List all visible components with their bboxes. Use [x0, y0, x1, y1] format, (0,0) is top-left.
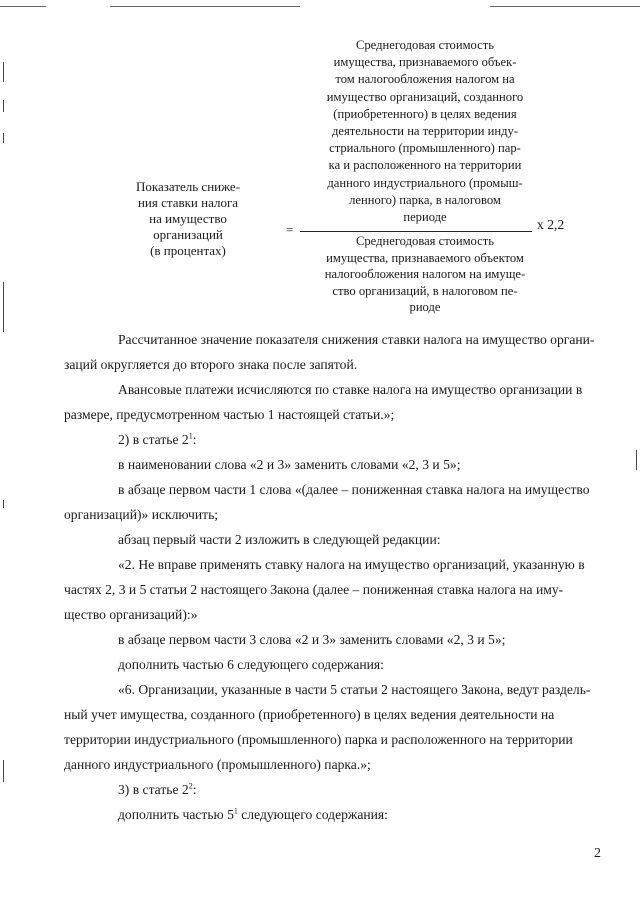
item-text: 3) в статье 2: [118, 782, 189, 797]
top-scan-rule: [110, 6, 300, 7]
item-text: :: [192, 432, 197, 447]
paragraph-line: частях 2, 3 и 5 статьи 2 настоящего Закона (далее – пониженная ставка налога на иму-: [64, 582, 564, 597]
left-edge-mark: [3, 62, 4, 82]
formula-numerator: Среднегодовая стоимость имущества, признаваемого объек- том налогообложения налогом на имущество организаций, созданного (приобретенного) в целях ведения деятельности на территории инду- стриального (промышленного) пар- ка и расположенного на территории данного индустриального (промыш- ленного) парка, в налоговом периоде: [326, 38, 524, 225]
paragraph-line: размере, предусмотренном частью 1 настоящей статьи.»;: [64, 407, 395, 422]
superscript: 1: [233, 806, 238, 816]
paragraph-line: [118, 807, 388, 823]
top-scan-rule: [490, 6, 640, 7]
left-edge-mark: [3, 760, 4, 782]
formula-equals-sign: =: [286, 222, 294, 237]
paragraph-line: в абзаце первом части 3 слова «2 и 3» заменить словами «2, 3 и 5»;: [118, 632, 506, 647]
fraction-bar: [300, 231, 532, 232]
formula-left-label: Показатель сниже- ния ставки налога на имущество организаций (в процентах): [135, 179, 241, 258]
left-edge-mark: [3, 500, 4, 508]
paragraph-line: щество организаций):»: [64, 607, 198, 622]
paragraph-line: ный учет имущества, созданного (приобретенного) в целях ведения деятельности на: [64, 707, 555, 722]
left-edge-mark: [3, 133, 4, 143]
item-text: 2) в статье 2: [118, 432, 189, 447]
paragraph-line: Рассчитанное значение показателя снижения ставки налога на имущество органи-: [118, 332, 595, 347]
paragraph-line: территории индустриального (промышленного) парка и расположенного на территории: [64, 732, 573, 747]
item-text: :: [192, 782, 197, 797]
paragraph-line: «2. Не вправе применять ставку налога на имущество организаций, указанную в: [118, 557, 585, 572]
paragraph-line: заций округляется до второго знака после запятой.: [64, 357, 358, 372]
page-number: 2: [594, 846, 601, 861]
superscript: 2: [188, 781, 193, 791]
left-edge-mark: [3, 100, 4, 112]
paragraph-line: [118, 782, 197, 798]
paragraph-line: дополнить частью 6 следующего содержания:: [118, 657, 384, 672]
paragraph-line: Авансовые платежи исчисляются по ставке налога на имущество организации в: [118, 382, 583, 397]
item-text: следующего содержания:: [237, 807, 388, 822]
formula-multiplier: х 2,2: [537, 217, 565, 232]
item-text: дополнить частью 5: [118, 807, 234, 822]
superscript: 1: [188, 431, 193, 441]
paragraph-line: «6. Организации, указанные в части 5 статьи 2 настоящего Закона, ведут раздель-: [118, 682, 591, 697]
paragraph-line: организаций)» исключить;: [64, 507, 219, 522]
paragraph-line: абзац первый части 2 изложить в следующей редакции:: [118, 532, 441, 547]
paragraph-line: в абзаце первом части 1 слова «(далее – пониженная ставка налога на имущество: [118, 482, 590, 497]
formula-denominator: Среднегодовая стоимость имущества, признаваемого объектом налогообложения налогом на имуще- ство организаций, в налоговом пе- риоде: [324, 234, 526, 315]
top-scan-rule: [0, 6, 46, 7]
left-edge-mark: [3, 282, 4, 332]
paragraph-line: в наименовании слова «2 и 3» заменить словами «2, 3 и 5»;: [118, 457, 461, 472]
paragraph-line: [118, 432, 197, 448]
paragraph-line: данного индустриального (промышленного) парка.»;: [64, 757, 371, 772]
right-edge-mark: [636, 450, 637, 470]
